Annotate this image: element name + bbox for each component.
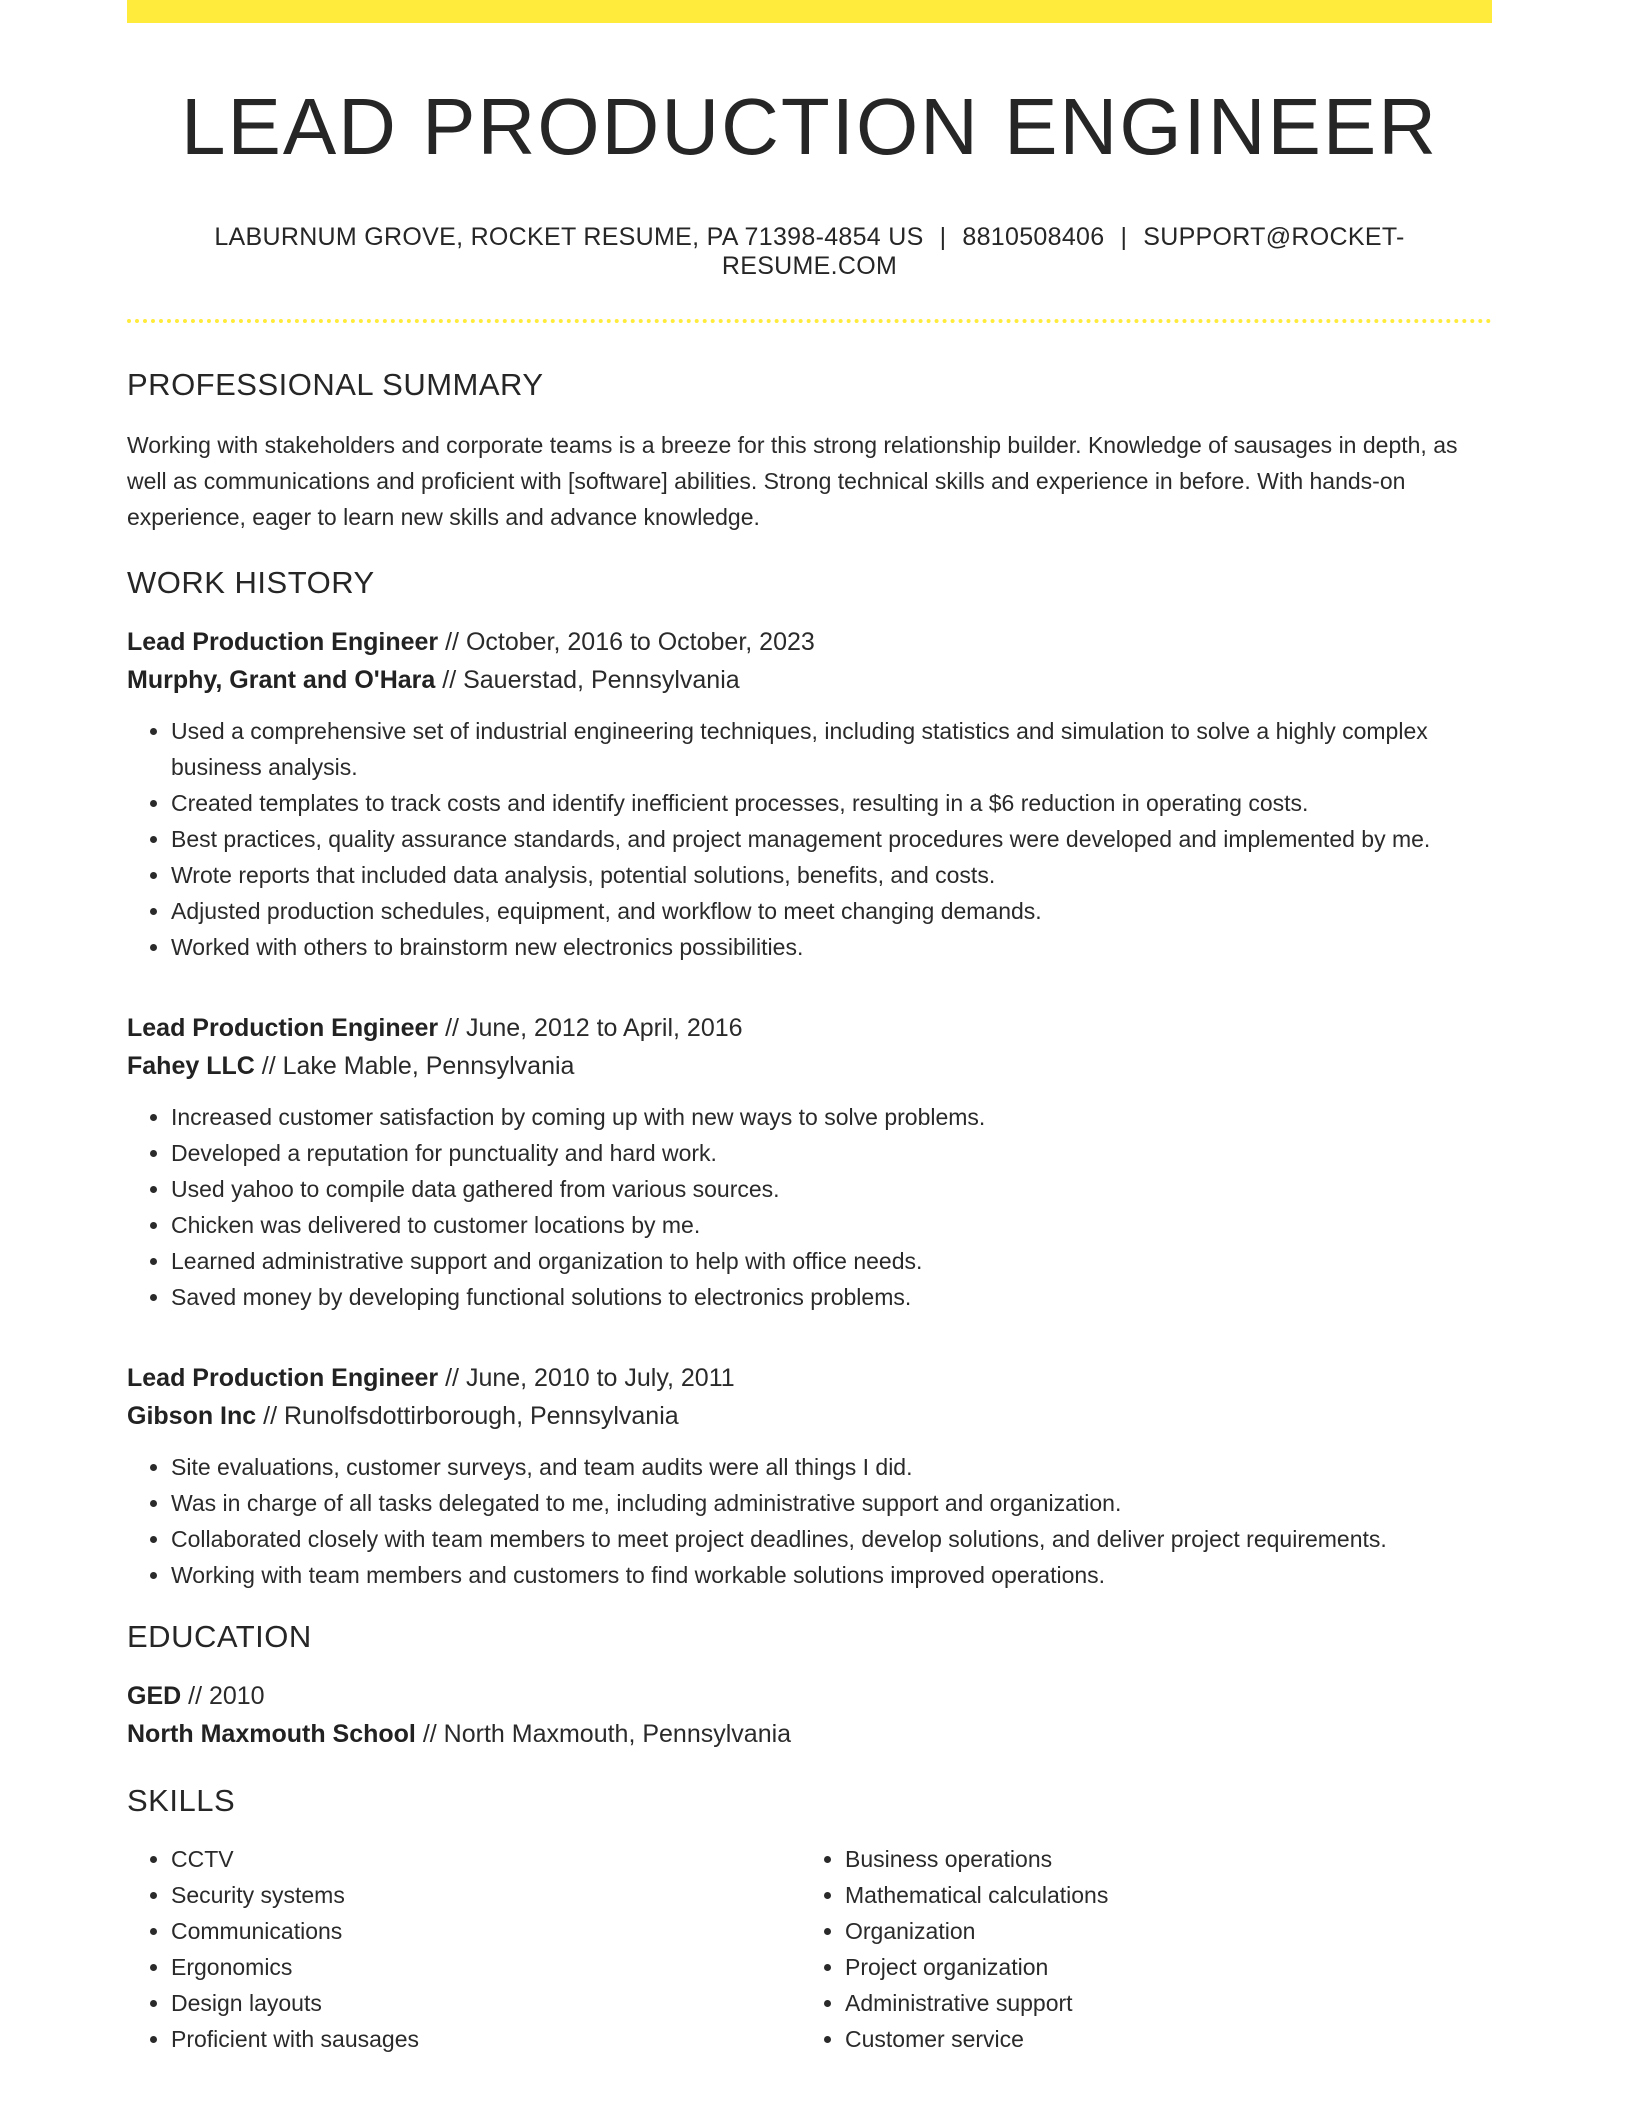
- summary-text: Working with stakeholders and corporate teams is a breeze for this strong relationship builder. Knowledge of sausages in depth, as well as communications and proficient with [software] abilities. Strong technical skills and experience in before. With hands-on experience, eager to learn new skills and advance knowledge.: [127, 432, 1458, 530]
- contact-address: LABURNUM GROVE, ROCKET RESUME, PA 71398-4854 US: [214, 223, 924, 251]
- skill-item: • Project organization: [845, 1949, 1475, 1985]
- job-bullet: • Wrote reports that included data analysis, potential solutions, benefits, and costs.: [171, 857, 1492, 893]
- job-dates: // October, 2016 to October, 2023: [438, 628, 815, 656]
- contact-line: [127, 223, 1492, 281]
- job-location: // Runolfsdottirborough, Pennsylvania: [256, 1402, 679, 1430]
- skills-column-right: [801, 1841, 1475, 2057]
- job-bullet: • Created templates to track costs and identify inefficient processes, resulting in a $6 reduction in operating costs.: [171, 785, 1492, 821]
- job-bullet: • Developed a reputation for punctuality and hard work.: [171, 1135, 1492, 1171]
- contact-separator: |: [1120, 223, 1128, 251]
- job-bullet: • Increased customer satisfaction by coming up with new ways to solve problems.: [171, 1099, 1492, 1135]
- job-bullet: • Was in charge of all tasks delegated to me, including administrative support and organization.: [171, 1485, 1492, 1521]
- skill-item: • Ergonomics: [171, 1949, 801, 1985]
- job-company-line: [127, 661, 1492, 699]
- job-company-line: [127, 1047, 1492, 1085]
- contact-email: SUPPORT@ROCKET-RESUME.COM: [721, 223, 1405, 280]
- accent-top-bar: [127, 0, 1492, 23]
- education-year: // 2010: [181, 1682, 265, 1710]
- skill-item: • CCTV: [171, 1841, 801, 1877]
- skill-item: • Organization: [845, 1913, 1475, 1949]
- education-degree: GED: [127, 1682, 182, 1710]
- contact-phone: 8810508406: [962, 223, 1105, 251]
- resume-page: [127, 0, 1492, 2057]
- job-role-line: [127, 623, 1492, 661]
- job-role: Lead Production Engineer: [127, 628, 439, 656]
- skill-item: • Proficient with sausages: [171, 2021, 801, 2057]
- job-bullets: [127, 1449, 1492, 1593]
- skill-item: • Mathematical calculations: [845, 1877, 1475, 1913]
- summary-heading: PROFESSIONAL SUMMARY: [127, 367, 544, 402]
- education-degree-line: [127, 1677, 1492, 1715]
- skill-item: • Business operations: [845, 1841, 1475, 1877]
- job-bullet: • Used a comprehensive set of industrial engineering techniques, including statistics and simulation to solve a highly complex business analysis.: [171, 713, 1492, 785]
- skill-item: • Customer service: [845, 2021, 1475, 2057]
- job-role: Lead Production Engineer: [127, 1364, 439, 1392]
- education-school: North Maxmouth School: [127, 1720, 416, 1748]
- dotted-divider: [127, 319, 1492, 323]
- resume-name: LEAD PRODUCTION ENGINEER: [180, 82, 1439, 171]
- job-bullet: • Used yahoo to compile data gathered from various sources.: [171, 1171, 1492, 1207]
- skill-item: • Administrative support: [845, 1985, 1475, 2021]
- job-bullet: • Working with team members and customers to find workable solutions improved operations.: [171, 1557, 1492, 1593]
- job-bullet: • Adjusted production schedules, equipment, and workflow to meet changing demands.: [171, 893, 1492, 929]
- job-location: // Lake Mable, Pennsylvania: [254, 1052, 575, 1080]
- education-heading: EDUCATION: [127, 1619, 312, 1654]
- job-bullet: • Site evaluations, customer surveys, and team audits were all things I did.: [171, 1449, 1492, 1485]
- job-company: Gibson Inc: [127, 1402, 257, 1430]
- job-bullets: [127, 1099, 1492, 1315]
- job-entry: [127, 1009, 1492, 1315]
- job-bullet: • Collaborated closely with team members to meet project deadlines, develop solutions, and deliver project requirements.: [171, 1521, 1492, 1557]
- job-bullet: • Chicken was delivered to customer locations by me.: [171, 1207, 1492, 1243]
- job-entry: [127, 1359, 1492, 1593]
- skill-item: • Security systems: [171, 1877, 801, 1913]
- job-company-line: [127, 1397, 1492, 1435]
- job-bullets: [127, 713, 1492, 965]
- education-entry: [127, 1677, 1492, 1753]
- job-bullet: • Learned administrative support and organization to help with office needs.: [171, 1243, 1492, 1279]
- job-role-line: [127, 1009, 1492, 1047]
- job-dates: // June, 2012 to April, 2016: [438, 1014, 743, 1042]
- skills-column-left: [127, 1841, 801, 2057]
- job-role: Lead Production Engineer: [127, 1014, 439, 1042]
- job-bullet: • Saved money by developing functional solutions to electronics problems.: [171, 1279, 1492, 1315]
- skill-item: • Communications: [171, 1913, 801, 1949]
- skills-list: [127, 1841, 1492, 2057]
- job-bullet: • Best practices, quality assurance standards, and project management procedures were developed and implemented by me.: [171, 821, 1492, 857]
- job-entry: [127, 623, 1492, 965]
- work-history-heading: WORK HISTORY: [127, 565, 375, 600]
- contact-separator: |: [939, 223, 947, 251]
- job-location: // Sauerstad, Pennsylvania: [435, 666, 740, 694]
- education-school-line: [127, 1715, 1492, 1753]
- job-bullet: • Worked with others to brainstorm new electronics possibilities.: [171, 929, 1492, 965]
- skill-item: • Design layouts: [171, 1985, 801, 2021]
- job-company: Murphy, Grant and O'Hara: [127, 666, 436, 694]
- skills-heading: SKILLS: [127, 1783, 236, 1818]
- job-role-line: [127, 1359, 1492, 1397]
- job-company: Fahey LLC: [127, 1052, 255, 1080]
- education-location: // North Maxmouth, Pennsylvania: [415, 1720, 792, 1748]
- job-dates: // June, 2010 to July, 2011: [438, 1364, 735, 1392]
